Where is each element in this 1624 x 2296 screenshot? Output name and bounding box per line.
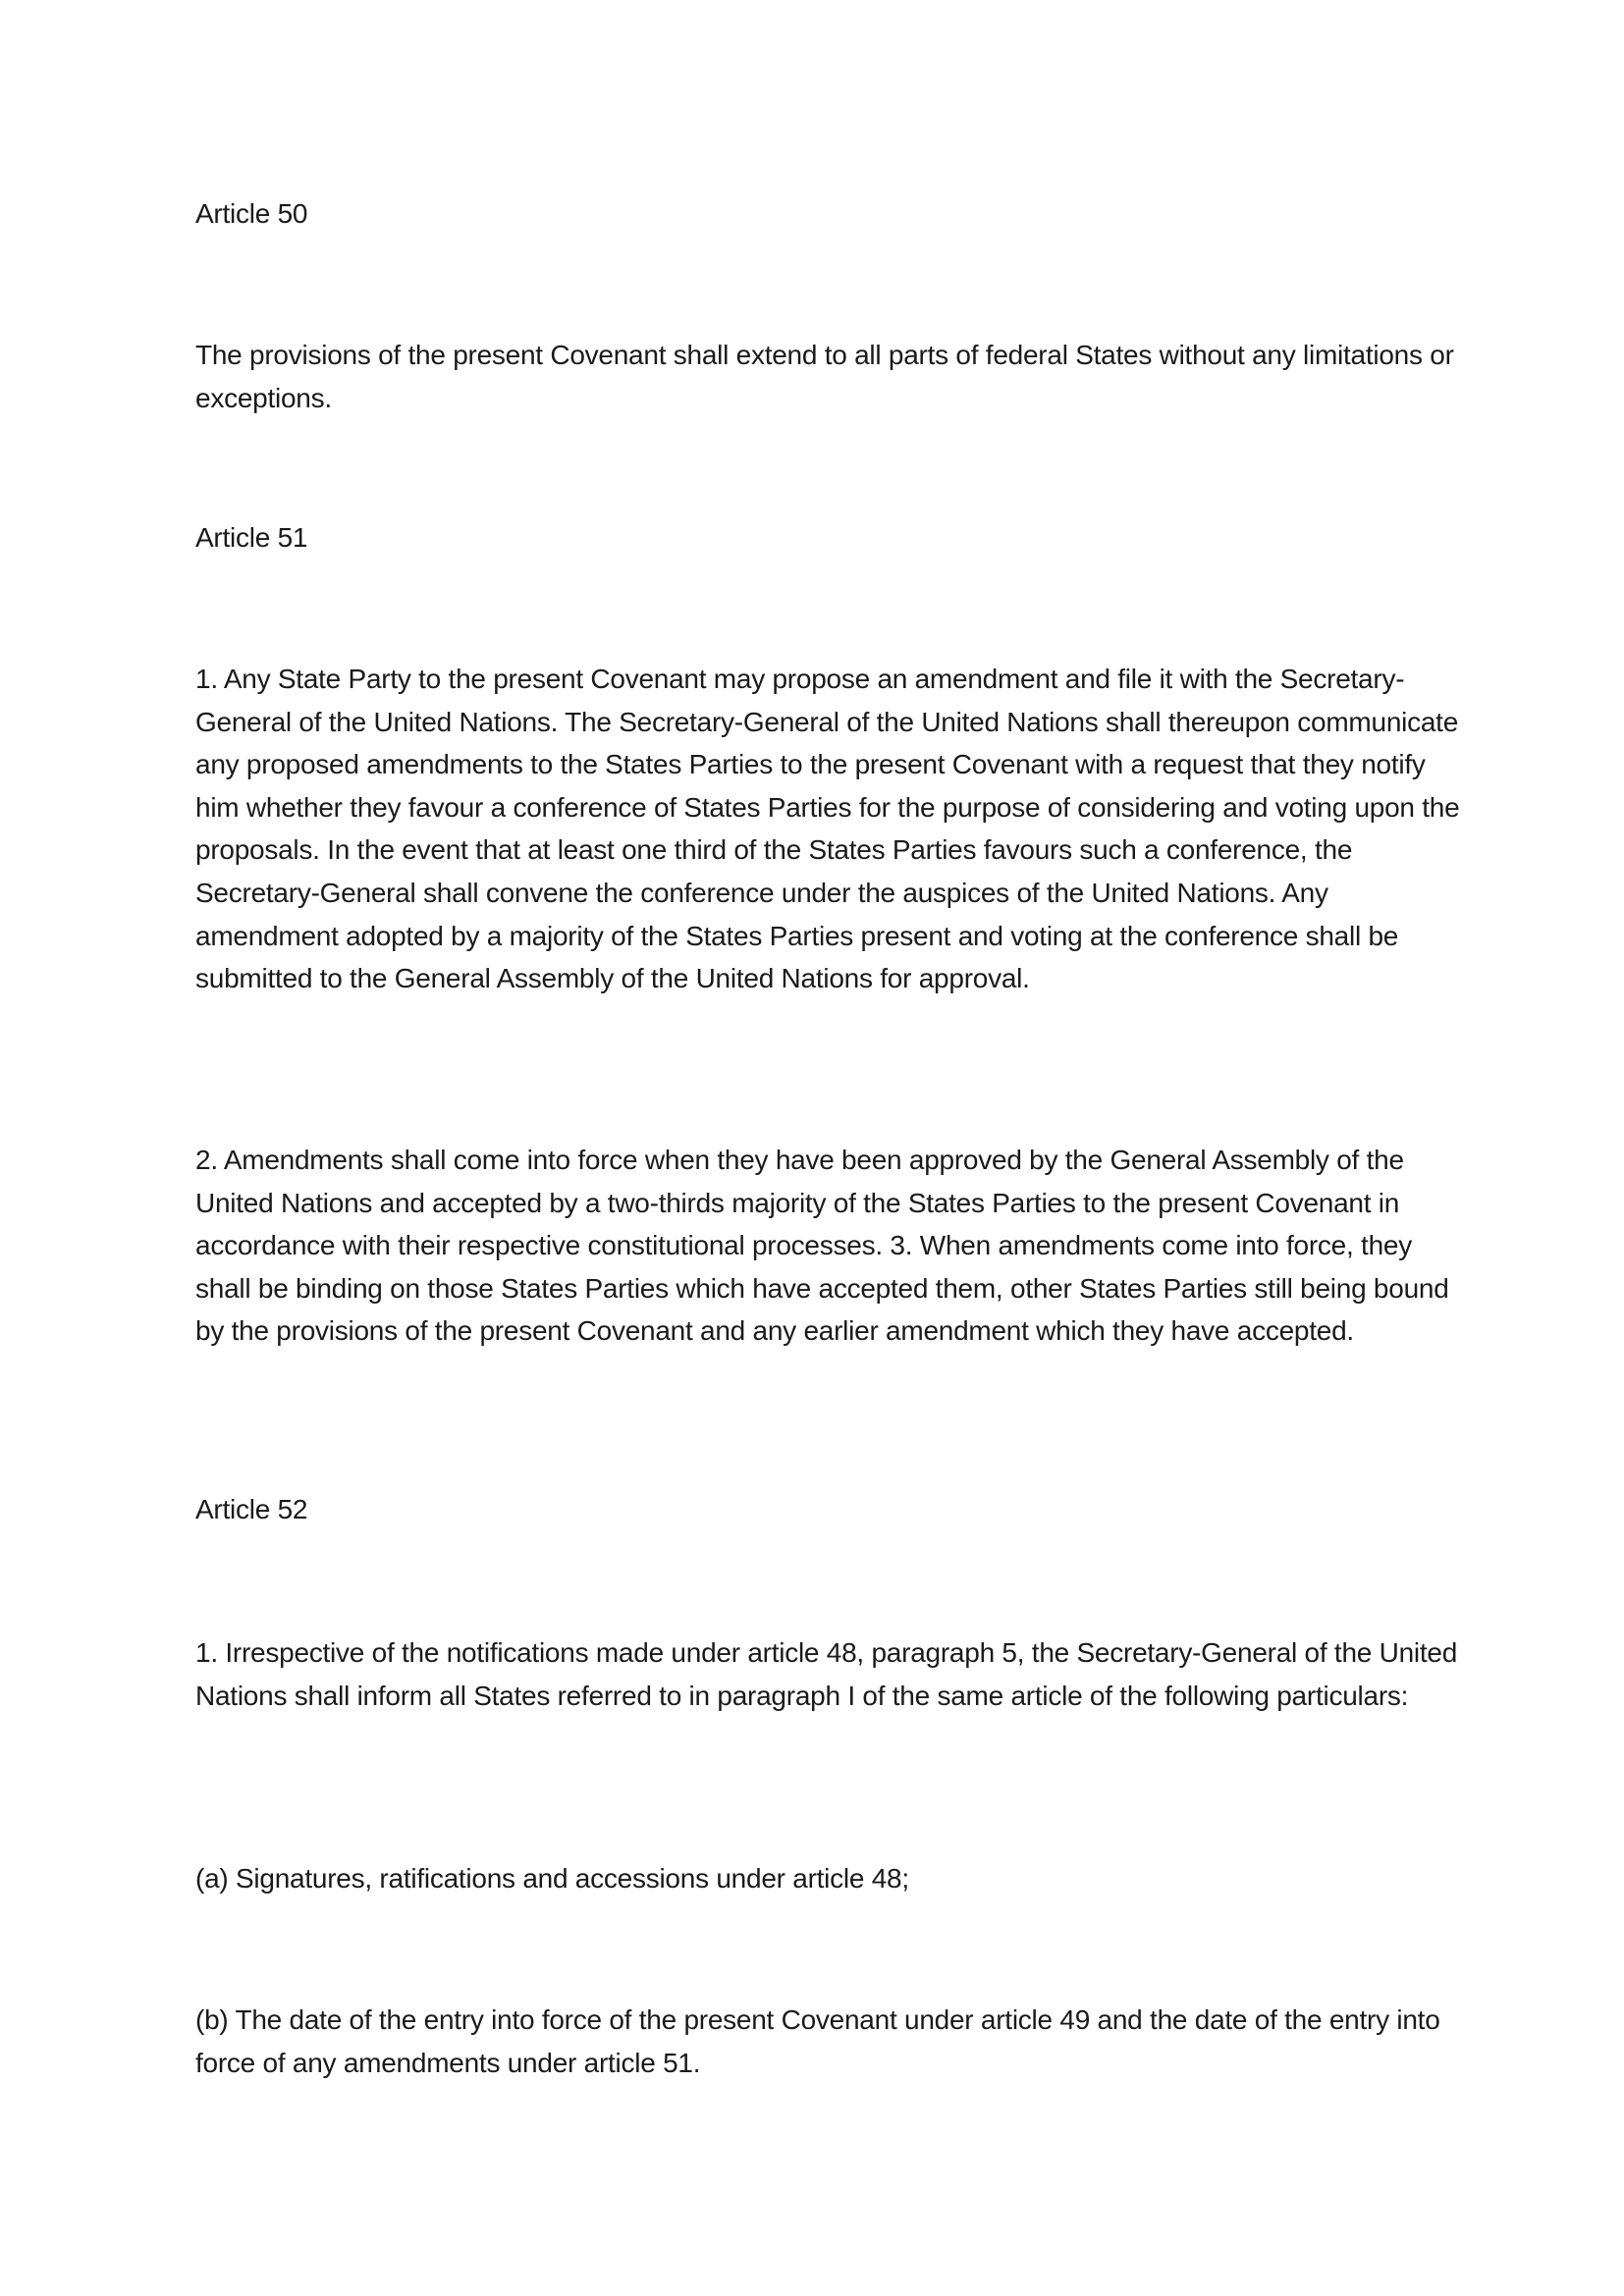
article-52-paragraph-1: 1. Irrespective of the notifications made under article 48, paragraph 5, the Secretary-General of the United Nations shall inform all States referred to in paragraph I of the same article of the following particulars:: [195, 1637, 1458, 1711]
article-52-heading: Article 52: [195, 1494, 308, 1524]
article-52-item-b: (b) The date of the entry into force of the present Covenant under article 49 and the date of the entry into force of any amendments under article 51.: [195, 2004, 1440, 2078]
article-50-text: The provisions of the present Covenant shall extend to all parts of federal States without any limitations or exceptions.: [195, 340, 1454, 413]
article-51-paragraph-2: 2. Amendments shall come into force when they have been approved by the General Assembly of the United Nations and accepted by a two-thirds majority of the States Parties to the present Covenant in accordance with their respective constitutional processes. 3. When amendments come into force, they shall be binding on those States Parties which have accepted them, other States Parties still being bound by the provisions of the present Covenant and any earlier amendment which they have accepted.: [195, 1145, 1449, 1347]
article-51-paragraph-1: 1. Any State Party to the present Covenant may propose an amendment and file it with the Secretary-General of the United Nations. The Secretary-General of the United Nations shall thereupon communicate any proposed amendments to the States Parties to the present Covenant with a request that they notify him whether they favour a conference of States Parties for the purpose of considering and voting upon the proposals. In the event that at least one third of the States Parties favours such a conference, the Secretary-General shall convene the conference under the auspices of the United Nations. Any amendment adopted by a majority of the States Parties present and voting at the conference shall be submitted to the General Assembly of the United Nations for approval.: [195, 664, 1460, 994]
article-51-heading: Article 51: [195, 522, 308, 553]
article-52-item-a: (a) Signatures, ratifications and accessions under article 48;: [195, 1863, 909, 1894]
article-50-heading: Article 50: [195, 198, 308, 229]
